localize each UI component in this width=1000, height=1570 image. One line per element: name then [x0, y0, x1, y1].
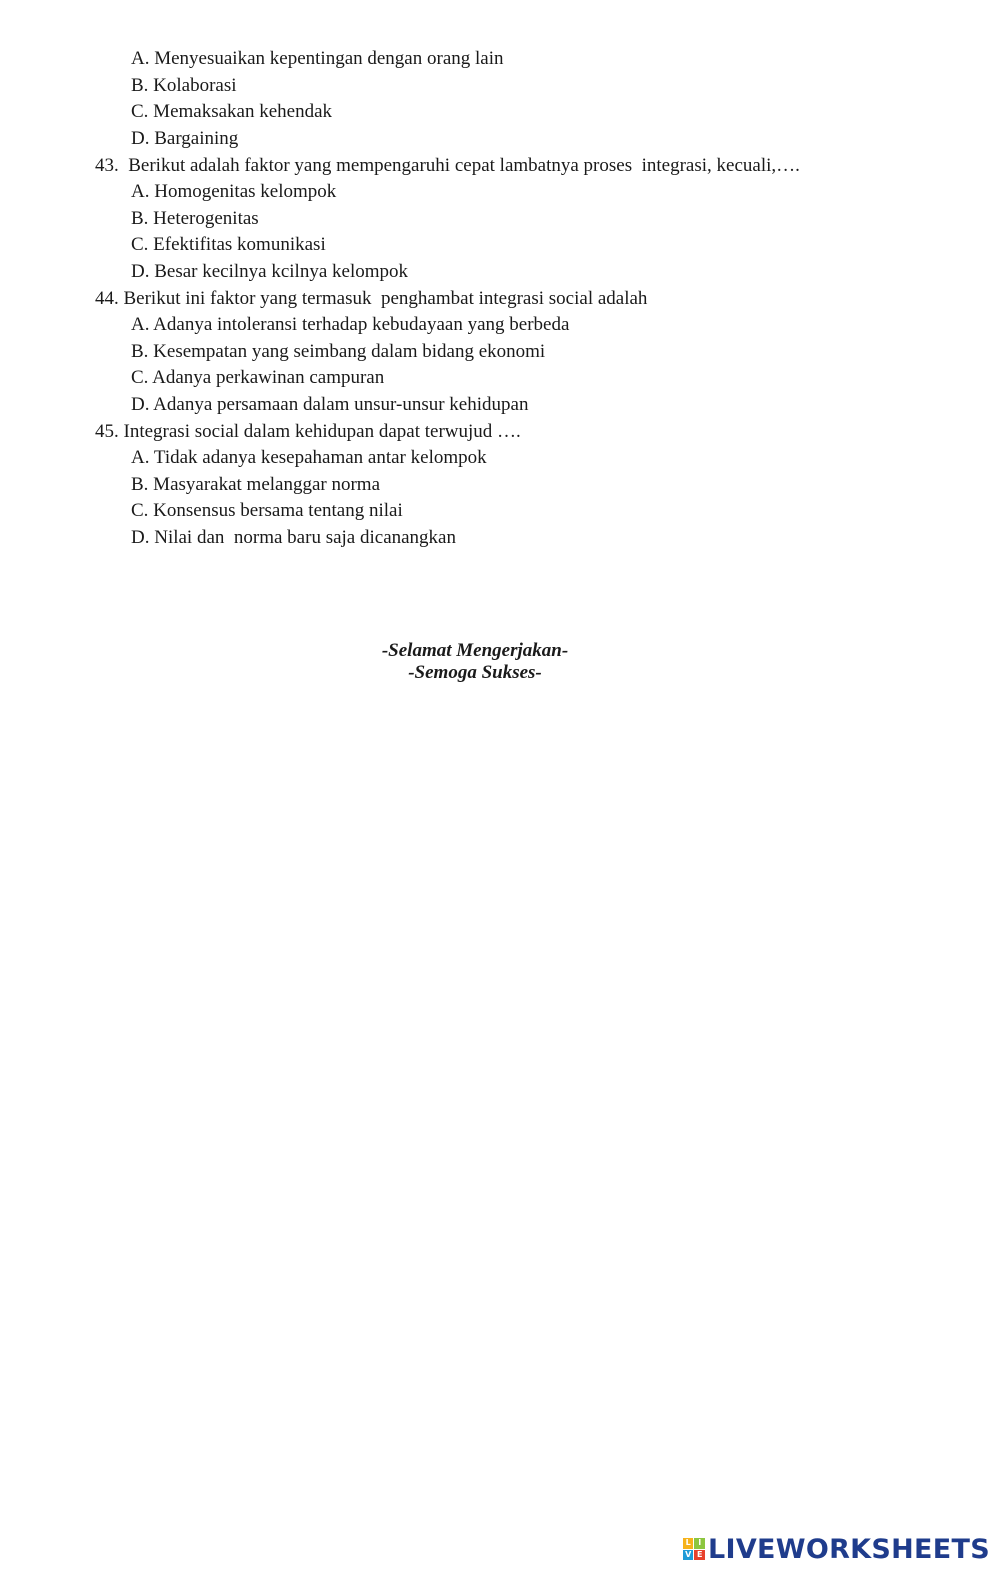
logo-mark-letter-l: L	[683, 1538, 694, 1549]
logo-mark-letter-i: I	[694, 1538, 705, 1549]
question-43-option-c: C. Efektifitas komunikasi	[131, 234, 326, 255]
question-44: 44. Berikut ini faktor yang termasuk penghambat integrasi social adalah	[95, 288, 648, 309]
option-c: C. Memaksakan kehendak	[131, 101, 333, 122]
closing-line-1: -Selamat Mengerjakan-	[381, 640, 569, 661]
question-45-option-c: C. Konsensus bersama tentang nilai	[131, 500, 403, 521]
question-44-option-a: A. Adanya intoleransi terhadap kebudayaan yang berbeda	[131, 314, 570, 335]
logo-mark-letter-v: V	[683, 1550, 694, 1561]
liveworksheets-logo-icon	[683, 1538, 705, 1560]
liveworksheets-logo-text: LIVEWORKSHEETS	[707, 1533, 990, 1565]
liveworksheets-logo[interactable]	[683, 1534, 990, 1564]
logo-mark-letter-e: E	[694, 1550, 705, 1561]
question-44-option-d: D. Adanya persamaan dalam unsur-unsur kehidupan	[131, 394, 529, 415]
option-d: D. Bargaining	[131, 128, 239, 149]
option-b: B. Kolaborasi	[131, 75, 237, 96]
question-43-option-b: B. Heterogenitas	[131, 208, 259, 229]
question-45-option-b: B. Masyarakat melanggar norma	[131, 474, 381, 495]
option-a: A. Menyesuaikan kepentingan dengan orang lain	[131, 48, 504, 69]
question-45-option-a: A. Tidak adanya kesepahaman antar kelompok	[131, 447, 487, 468]
question-44-option-c: C. Adanya perkawinan campuran	[131, 367, 385, 388]
question-43: 43. Berikut adalah faktor yang mempengaruhi cepat lambatnya proses integrasi, kecuali,….	[95, 155, 800, 176]
question-45-option-d: D. Nilai dan norma baru saja dicanangkan	[131, 527, 456, 548]
question-44-option-b: B. Kesempatan yang seimbang dalam bidang ekonomi	[131, 341, 546, 362]
question-43-option-d: D. Besar kecilnya kcilnya kelompok	[131, 261, 409, 282]
closing-line-2: -Semoga Sukses-	[408, 662, 542, 683]
question-45: 45. Integrasi social dalam kehidupan dapat terwujud ….	[95, 421, 521, 442]
question-43-option-a: A. Homogenitas kelompok	[131, 181, 337, 202]
